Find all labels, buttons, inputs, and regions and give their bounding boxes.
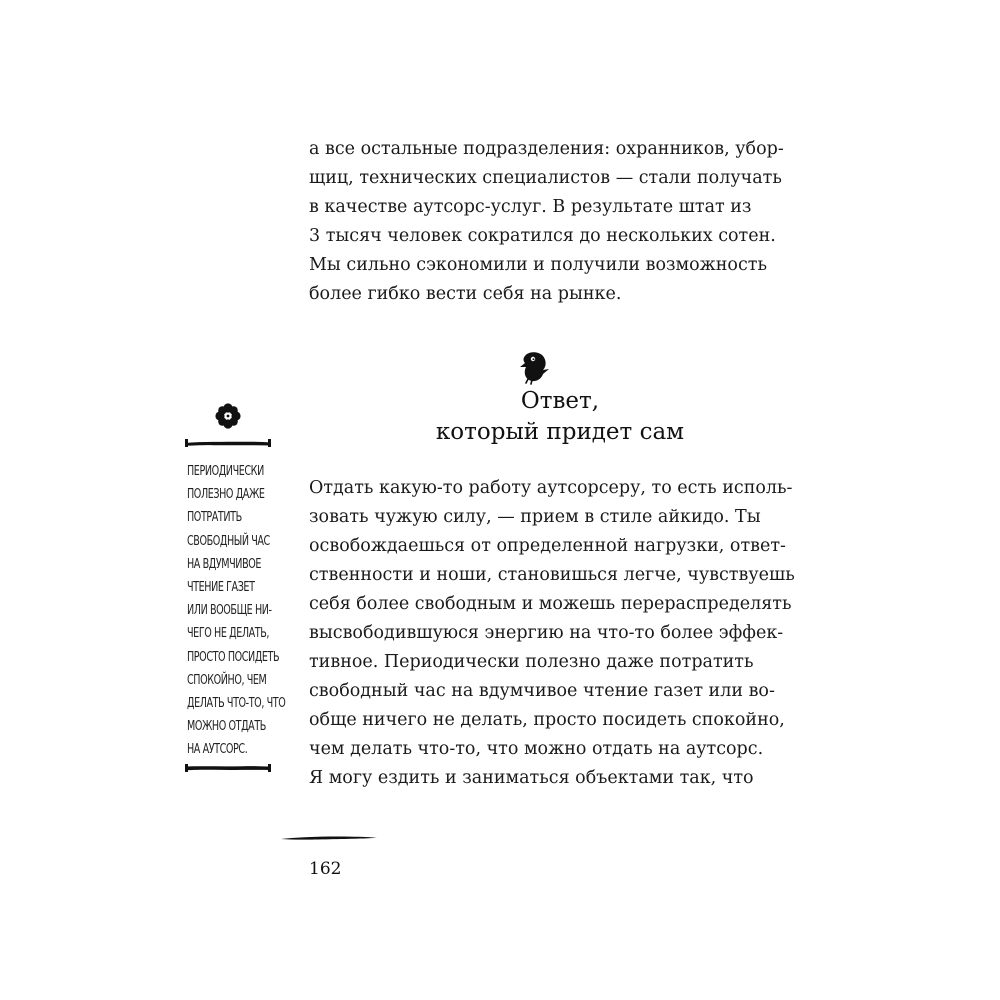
text-line: в качестве аутсорс-услуг. В результате штат из — [309, 197, 752, 217]
sidebar-bottom-rule — [183, 763, 273, 775]
page-number: 162 — [309, 859, 342, 879]
sidebar-line: НА ВДУМЧИВОЕ — [187, 556, 262, 572]
sidebar-line: ПОТРАТИТЬ — [187, 510, 242, 526]
heading-line: который придет сам — [435, 419, 685, 445]
sidebar-line: ПЕРИОДИЧЕСКИ — [187, 464, 264, 479]
heading-line: Ответ, — [520, 388, 600, 414]
text-line: ственности и ноши, становишься легче, чувствуешь — [309, 565, 795, 585]
text-line: обще ничего не делать, просто посидеть спокойно, — [309, 710, 785, 730]
sidebar-line: МОЖНО ОТДАТЬ — [187, 719, 266, 735]
footer-brush-rule — [280, 833, 378, 843]
section-heading — [380, 386, 740, 448]
text-line: а все остальные подразделения: охранников, убор- — [309, 139, 784, 159]
flower-ornament-icon — [214, 402, 242, 430]
sidebar-line: ДЕЛАТЬ ЧТО-ТО, ЧТО — [187, 696, 286, 712]
sidebar-top-rule — [183, 436, 273, 448]
sidebar-line: СВОБОДНЫЙ ЧАС — [187, 533, 270, 549]
text-line: чем делать что-то, что можно отдать на аутсорс. — [309, 739, 764, 759]
text-line: Мы сильно сэкономили и получили возможность — [309, 255, 767, 275]
sidebar-line: ЧТЕНИЕ ГАЗЕТ — [187, 580, 255, 596]
text-line: Я могу ездить и заниматься объектами так, что — [309, 768, 754, 788]
sidebar-line: ПОЛЕЗНО ДАЖЕ — [187, 487, 265, 503]
text-line: более гибко вести себя на рынке. — [309, 284, 622, 304]
text-line: высвободившуюся энергию на что-то более эффек- — [309, 623, 784, 643]
penguin-mascot-icon — [516, 349, 552, 385]
text-line: тивное. Периодически полезно даже потратить — [309, 652, 754, 672]
sidebar-line: ПРОСТО ПОСИДЕТЬ — [187, 649, 280, 665]
sidebar-line: НА АУТСОРС. — [187, 742, 248, 758]
sidebar-line: ИЛИ ВООБЩЕ НИ- — [187, 603, 272, 619]
sidebar-line: ЧЕГО НЕ ДЕЛАТЬ, — [187, 626, 270, 642]
text-line: Отдать какую-то работу аутсорсеру, то есть исполь- — [309, 478, 793, 498]
sidebar-quote — [187, 460, 285, 762]
text-line: зовать чужую силу, — прием в стиле айкидо. Ты — [309, 507, 761, 527]
text-line: щиц, технических специалистов — стали получать — [309, 168, 782, 188]
text-line: себя более свободным и можешь перераспределять — [309, 594, 792, 614]
text-line: 3 тысяч человек сократился до нескольких сотен. — [309, 226, 776, 246]
text-line: освобождаешься от определенной нагрузки, ответ- — [309, 536, 786, 556]
sidebar-line: СПОКОЙНО, ЧЕМ — [187, 672, 267, 688]
text-line: свободный час на вдумчивое чтение газет или во- — [309, 681, 775, 701]
